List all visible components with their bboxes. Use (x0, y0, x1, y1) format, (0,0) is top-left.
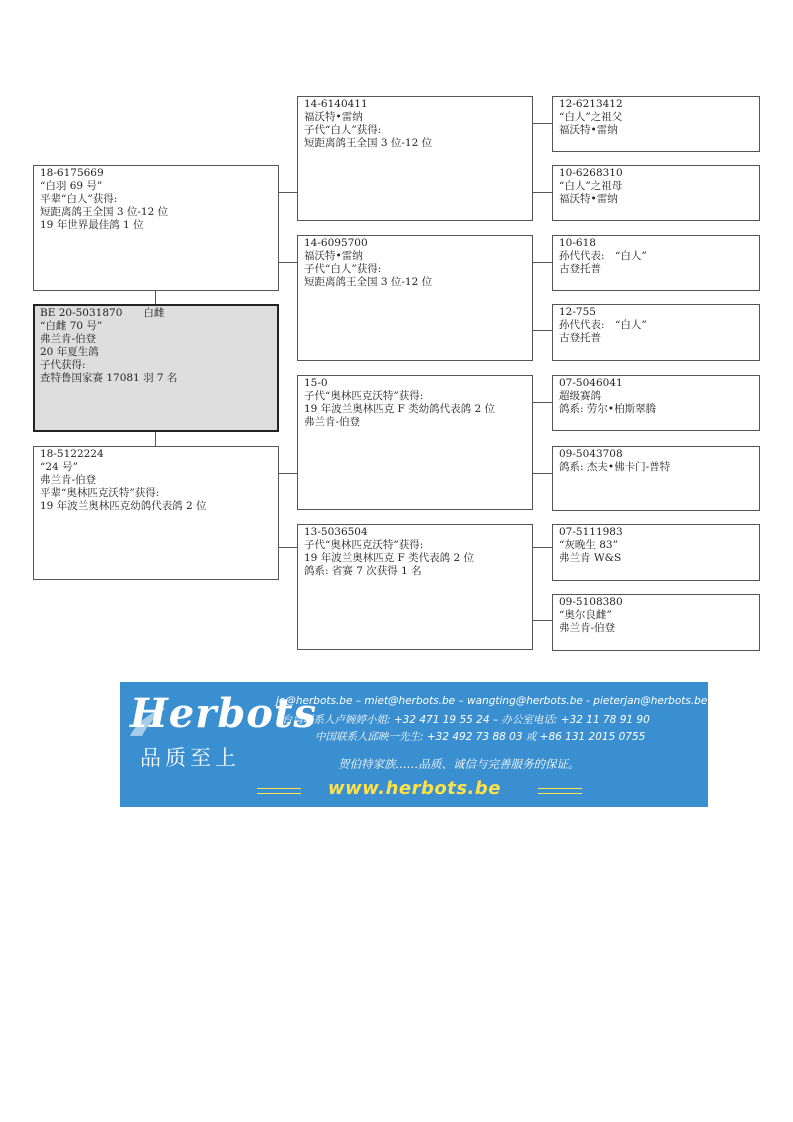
connector (279, 547, 297, 548)
info-line: 福沃特•雷纳 (559, 193, 618, 205)
service-promise: 贺伯特家族……品质、诚信与完善服务的保证。 (338, 757, 580, 771)
ring-number: 18-5122224 (40, 448, 104, 460)
great-grandparent-box (552, 446, 760, 511)
ring-number: 18-6175669 (40, 167, 104, 179)
ring-number: 15-0 (304, 377, 328, 389)
ring-number: 07-5046041 (559, 377, 623, 389)
great-grandparent-box (552, 375, 760, 431)
info-line: 短距离鸽王全国 3 位-12 位 (304, 276, 433, 288)
nickname: “白雌 70 号” (40, 320, 103, 332)
ring-number: BE 20-5031870 白雌 (40, 307, 165, 319)
ring-number: 13-5036504 (304, 526, 368, 538)
info-line: 19 年波兰奥林匹克 F 类代表鸽 2 位 (304, 552, 475, 564)
info-line: 19 年波兰奥林匹克幼鸽代表鸽 2 位 (40, 500, 207, 512)
connector (279, 262, 297, 263)
connector (533, 547, 552, 548)
dam-box (33, 446, 279, 580)
info-line: 20 年夏生鸽 (40, 346, 99, 358)
connector (533, 123, 552, 124)
ring-number: 09-5108380 (559, 596, 623, 608)
info-line: 短距离鸽王全国 3 位-12 位 (40, 206, 169, 218)
info-line: “白人”之祖父 (559, 111, 623, 123)
info-line: 子代“奥林匹克沃特”获得: (304, 539, 424, 551)
info-line: 弗兰肯-伯登 (559, 622, 616, 634)
info-line: 弗兰肯-伯登 (304, 416, 361, 428)
info-line: 弗兰肯 W&S (559, 552, 622, 564)
grandparent-box (297, 524, 533, 650)
info-line: 子代“奥林匹克沃特”获得: (304, 390, 424, 402)
connector (279, 473, 297, 474)
ring-number: 12-6213412 (559, 98, 623, 110)
connector (155, 431, 156, 446)
info-line: 鸽系: 劳尔•柏斯翠腾 (559, 403, 657, 415)
grandparent-box (297, 375, 533, 510)
email-list[interactable]: jo@herbots.be – miet@herbots.be – wangting@herbots.be - pieterjan@herbots.be (276, 695, 708, 707)
info-line: 福沃特•雷纳 (304, 111, 363, 123)
brand-logo: Herbots (130, 690, 317, 737)
info-line: 弗兰肯-伯登 (40, 474, 97, 486)
herbots-banner (120, 682, 708, 807)
great-grandparent-box (552, 594, 760, 651)
china-contact: 中国联系人邱映一先生: +32 492 73 88 03 或 +86 131 2015 0755 (315, 731, 646, 743)
connector (279, 192, 297, 193)
ring-number: 10-618 (559, 237, 596, 249)
website-link[interactable]: www.herbots.be (328, 778, 501, 799)
sire-box (33, 165, 279, 291)
info-line: 弗兰肯-伯登 (40, 333, 97, 345)
connector (533, 402, 552, 403)
divider (538, 788, 582, 794)
great-grandparent-box (552, 524, 760, 581)
info-line: 子代获得: (40, 359, 86, 371)
slogan: 品质至上 (140, 746, 240, 770)
info-line: 孙代代表: “白人” (559, 250, 647, 262)
divider (257, 788, 301, 794)
info-line: 古登托普 (559, 263, 601, 275)
info-line: “灰晚生 83” (559, 539, 618, 551)
info-line: 子代“白人”获得: (304, 263, 382, 275)
info-line: 古登托普 (559, 332, 601, 344)
nickname: “白羽 69 号” (40, 180, 103, 192)
info-line: 查特鲁国家赛 17081 羽 7 名 (40, 372, 178, 384)
info-line: 子代“白人”获得: (304, 124, 382, 136)
ring-number: 14-6140411 (304, 98, 368, 110)
ring-number: 12-755 (559, 306, 596, 318)
great-grandparent-box (552, 96, 760, 152)
taiwan-contact: 台湾联系人卢婉婷小姐: +32 471 19 55 24 – 办公室电话: +32 11 78 91 90 (282, 714, 650, 726)
great-grandparent-box (552, 304, 760, 361)
connector (533, 620, 552, 621)
ring-number: 07-5111983 (559, 526, 623, 538)
connector (533, 330, 552, 331)
grandparent-box (297, 96, 533, 221)
info-line: 19 年世界最佳鸽 1 位 (40, 219, 144, 231)
info-line: 鸽系: 杰夫•佛卡门-普特 (559, 461, 671, 473)
connector (533, 262, 552, 263)
info-line: 福沃特•雷纳 (304, 250, 363, 262)
nickname: “24 号” (40, 461, 78, 473)
ring-number: 10-6268310 (559, 167, 623, 179)
ring-number: 14-6095700 (304, 237, 368, 249)
connector (533, 192, 552, 193)
info-line: 19 年波兰奥林匹克 F 类幼鸽代表鸽 2 位 (304, 403, 496, 415)
info-line: 短距离鸽王全国 3 位-12 位 (304, 137, 433, 149)
connector (533, 473, 552, 474)
info-line: 孙代代表: “白人” (559, 319, 647, 331)
info-line: 鸽系: 省赛 7 次获得 1 名 (304, 565, 422, 577)
info-line: 福沃特•雷纳 (559, 124, 618, 136)
info-line: “奥尔良雌” (559, 609, 612, 621)
connector (155, 290, 156, 305)
info-line: 平辈“白人”获得: (40, 193, 118, 205)
subject-pigeon-box (33, 304, 279, 432)
great-grandparent-box (552, 165, 760, 221)
info-line: 平辈“奥林匹克沃特”获得: (40, 487, 160, 499)
info-line: “白人”之祖母 (559, 180, 623, 192)
great-grandparent-box (552, 235, 760, 291)
ring-number: 09-5043708 (559, 448, 623, 460)
grandparent-box (297, 235, 533, 361)
info-line: 超级赛鸽 (559, 390, 601, 402)
